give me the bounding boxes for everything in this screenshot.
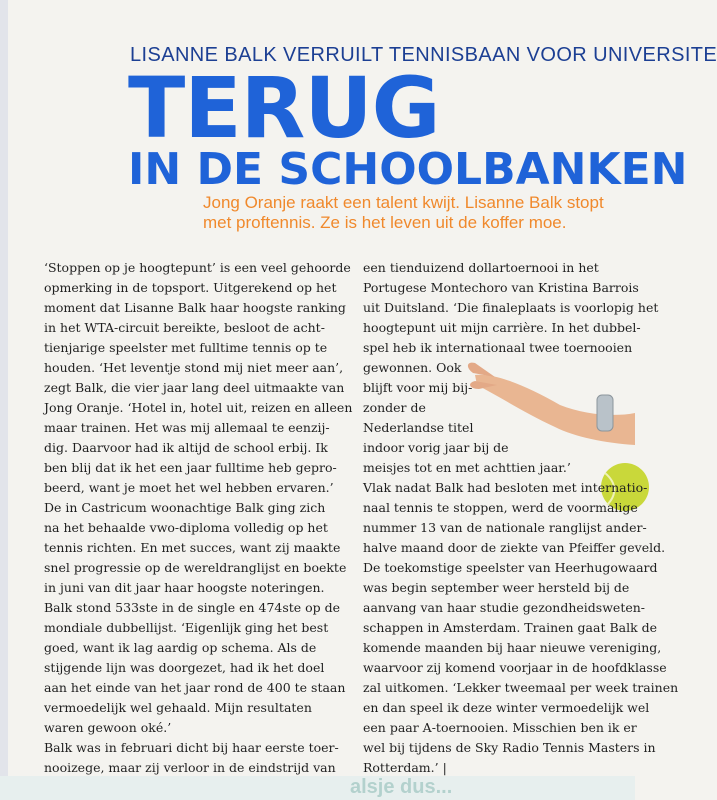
column-2-line: was begin september weer hersteld bij de — [363, 580, 630, 595]
column-1-line: goed, want ik lag aardig op schema. Als de — [44, 640, 317, 655]
column-2-line: Portugese Montechoro van Kristina Barrois — [363, 280, 639, 295]
column-2-line: een paar A-toernooien. Misschien ben ik er — [363, 720, 637, 735]
column-1-line: maar trainen. Het was mij allemaal te eenzij- — [44, 420, 330, 435]
column-1-line: waren gewoon oké.’ — [44, 720, 172, 735]
article-lead — [203, 193, 623, 233]
column-1-line: houden. ‘Het leventje stond mij niet meer aan’, — [44, 360, 344, 375]
article-kicker: LISANNE BALK VERRUILT TENNISBAAN VOOR UNIVERSITE — [130, 44, 717, 66]
column-1-line: nooizege, maar zij verloor in de eindstrijd van — [44, 760, 336, 775]
article-column-2 — [363, 258, 679, 778]
column-1-line: mondiale dubbellijst. ‘Eigenlijk ging het best — [44, 620, 329, 635]
column-2-line: gewonnen. Ook — [363, 360, 462, 375]
lead-line-2: met proftennis. Ze is het leven uit de koffer moe. — [203, 213, 567, 232]
column-2-line: komende maanden bij haar nieuwe vereniging, — [363, 640, 662, 655]
column-2-line: waarvoor zij komend voorjaar in de hoofdklasse — [363, 660, 667, 675]
column-1-line: vermoedelijk wel gehaald. Mijn resultaten — [44, 700, 312, 715]
column-1-line: De in Castricum woonachtige Balk ging zich — [44, 500, 326, 515]
bottom-cut-off-text: alsje dus... — [350, 776, 453, 798]
column-1-line: opmerking in de topsport. Uitgerekend op het — [44, 280, 337, 295]
column-2-line: nummer 13 van de nationale ranglijst ander- — [363, 520, 647, 535]
lead-line-1: Jong Oranje raakt een talent kwijt. Lisanne Balk stopt — [203, 193, 604, 212]
column-2-line: schappen in Amsterdam. Trainen gaat Balk de — [363, 620, 658, 635]
column-2-line: aanvang van haar studie gezondheidsweten- — [363, 600, 646, 615]
headline-line-2: IN DE SCHOOLBANKEN — [128, 144, 688, 195]
column-2-line: zonder de — [363, 400, 426, 415]
column-1-line: ben blij dat ik het een jaar fulltime heb gepro- — [44, 460, 337, 475]
column-2-line: zal uitkomen. ‘Lekker tweemaal per week trainen — [363, 680, 679, 695]
column-2-line: halve maand door de ziekte van Pfeiffer geveld. — [363, 540, 666, 555]
column-2-line: wel bij tijdens de Sky Radio Tennis Masters in — [363, 740, 656, 755]
column-2-line: een tienduizend dollartoernooi in het — [363, 260, 599, 275]
column-2-line: spel heb ik internationaal twee toernooien — [363, 340, 633, 355]
column-1-line: Balk was in februari dicht bij haar eerste toer- — [44, 740, 339, 755]
page-edge-shadow — [0, 0, 8, 800]
column-2-line: De toekomstige speelster van Heerhugowaard — [363, 560, 658, 575]
column-2-line: Nederlandse titel — [363, 420, 474, 435]
column-2-line: indoor vorig jaar bij de — [363, 440, 509, 455]
column-1-line: ‘Stoppen op je hoogtepunt’ is een veel gehoorde — [44, 260, 351, 275]
column-1-line: dig. Daarvoor had ik altijd de school erbij. Ik — [44, 440, 328, 455]
column-1-line: beerd, want je moet het wel hebben ervaren.’ — [44, 480, 334, 495]
column-1-line: snel progressie op de wereldranglijst en boekte — [44, 560, 347, 575]
column-2-line: meisjes tot en met achttien jaar.’ — [363, 460, 571, 475]
column-1-line: Jong Oranje. ‘Hotel in, hotel uit, reizen en alleen — [44, 400, 353, 415]
column-2-line: en dan speel ik deze winter vermoedelijk wel — [363, 700, 650, 715]
column-2-line: hoogtepunt uit mijn carrière. In het dubbel- — [363, 320, 641, 335]
column-1-line: moment dat Lisanne Balk haar hoogste ranking — [44, 300, 346, 315]
column-1-line: stijgende lijn was doorgezet, had ik het doel — [44, 660, 325, 675]
column-1-line: Balk stond 533ste in de single en 474ste op de — [44, 600, 341, 615]
column-2-line: blijft voor mij bij- — [363, 380, 473, 395]
column-2-line: Vlak nadat Balk had besloten met internatio- — [363, 480, 648, 495]
column-1-line: zegt Balk, die vier jaar lang deel uitmaakte van — [44, 380, 345, 395]
column-2-line: naal tennis te stoppen, werd de voormalige — [363, 500, 638, 515]
column-1-line: in juni van dit jaar haar hoogste noteringen. — [44, 580, 325, 595]
column-2-line: uit Duitsland. ‘Die finaleplaats is voorlopig het — [363, 300, 659, 315]
column-1-line: tienjarige speelster met fulltime tennis op te — [44, 340, 328, 355]
article-column-1 — [44, 258, 353, 778]
column-2-line: Rotterdam.’ | — [363, 760, 447, 775]
column-1-line: aan het einde van het jaar rond de 400 te staan — [44, 680, 346, 695]
column-1-line: na het behaalde vwo-diploma volledig op het — [44, 520, 328, 535]
headline-line-1: TERUG — [128, 59, 440, 157]
column-1-line: tennis richten. En met succes, want zij maakte — [44, 540, 341, 555]
bottom-strip — [0, 776, 635, 800]
column-1-line: in het WTA-circuit bereikte, besloot de acht- — [44, 320, 325, 335]
